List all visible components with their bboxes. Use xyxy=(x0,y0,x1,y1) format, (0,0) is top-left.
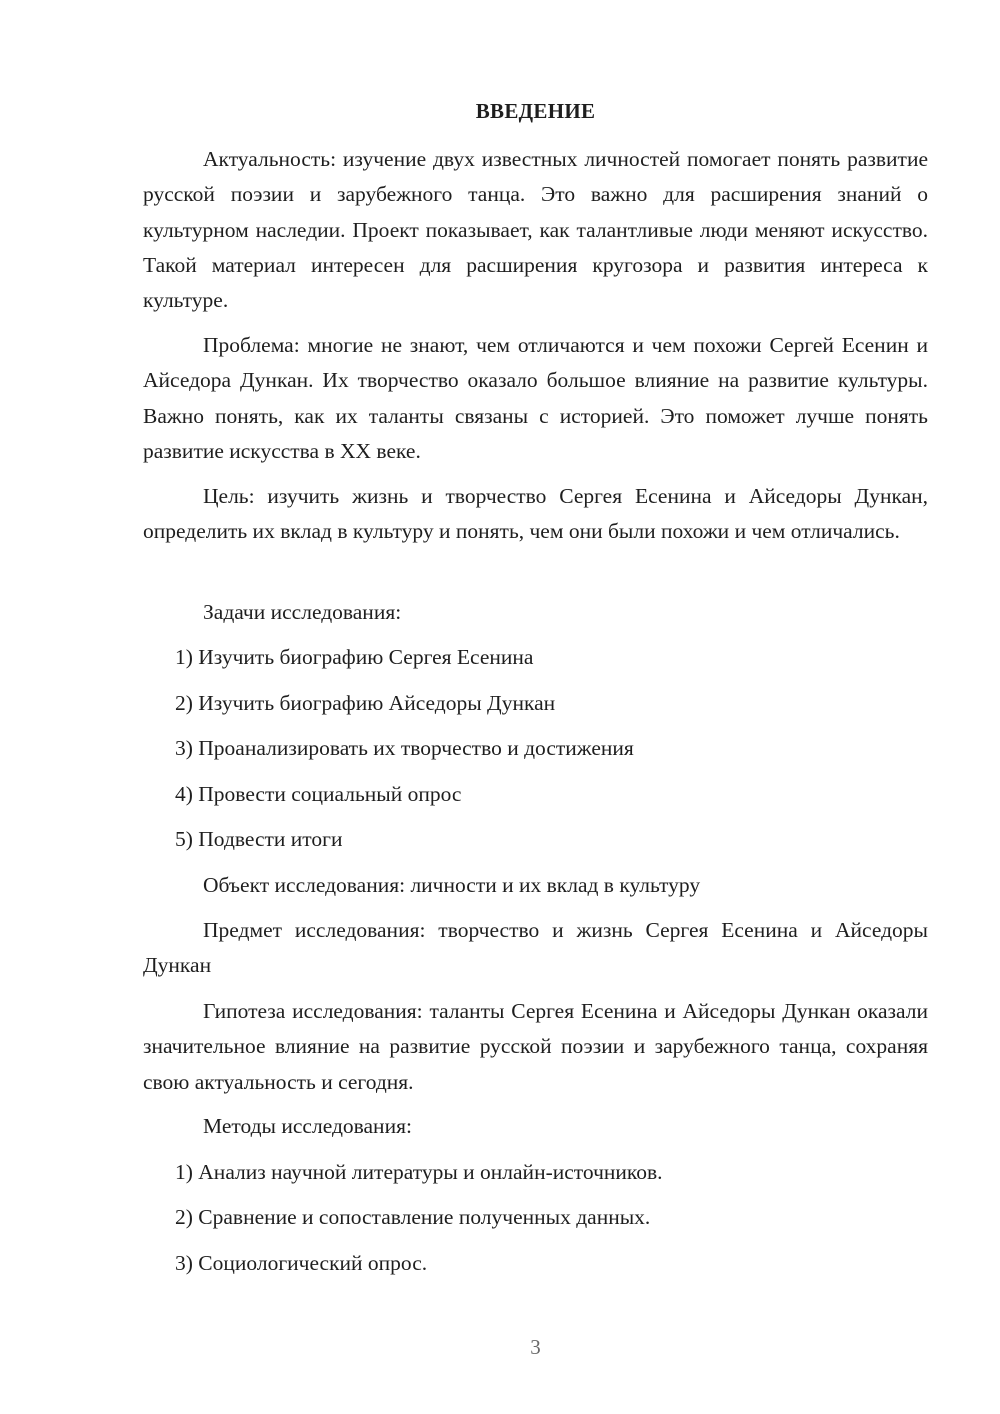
research-subject: Предмет исследования: творчество и жизнь Сергея Есенина и Айседоры Дункан xyxy=(143,918,928,978)
hypothesis-paragraph: Гипотеза исследования: таланты Сергея Есенина и Айседоры Дункан оказали значительное влияние на развитие русской поэзии и зарубежного танца, сохраняя свою актуальность и сегодня. xyxy=(143,999,928,1094)
goal-paragraph: Цель: изучить жизнь и творчество Сергея Есенина и Айседоры Дункан, определить их вклад в культуру и понять, чем они были похожи и чем отличались. xyxy=(143,484,928,544)
task-item-1: 1) Изучить биографию Сергея Есенина xyxy=(175,645,534,669)
methods-heading: Методы исследования: xyxy=(203,1114,412,1138)
problem-paragraph: Проблема: многие не знают, чем отличаются и чем похожи Сергей Есенин и Айседора Дункан. Их творчество оказало большое влияние на развитие культуры. Важно понять, как их таланты связаны с историей. Это поможет лучше понять развитие искусства в XX веке. xyxy=(143,333,928,463)
page-title: ВВЕДЕНИЕ xyxy=(475,99,596,123)
method-item-1: 1) Анализ научной литературы и онлайн-источников. xyxy=(175,1160,663,1184)
tasks-heading: Задачи исследования: xyxy=(203,600,402,624)
method-item-2: 2) Сравнение и сопоставление полученных данных. xyxy=(175,1205,651,1229)
document-page xyxy=(143,0,928,1414)
relevance-paragraph: Актуальность: изучение двух известных личностей помогает понять развитие русской поэзии и зарубежного танца. Это важно для расширения знаний о культурном наследии. Проект показывает, как талантливые люди меняют искусство. Такой материал интересен для расширения кругозора и развития интереса к культуре. xyxy=(143,147,928,313)
page-number: 3 xyxy=(530,1335,541,1359)
research-object: Объект исследования: личности и их вклад в культуру xyxy=(203,873,701,897)
task-item-5: 5) Подвести итоги xyxy=(175,827,343,851)
task-item-2: 2) Изучить биографию Айседоры Дункан xyxy=(175,691,556,715)
task-item-3: 3) Проанализировать их творчество и достижения xyxy=(175,736,634,760)
method-item-3: 3) Социологический опрос. xyxy=(175,1251,428,1275)
task-item-4: 4) Провести социальный опрос xyxy=(175,782,462,806)
